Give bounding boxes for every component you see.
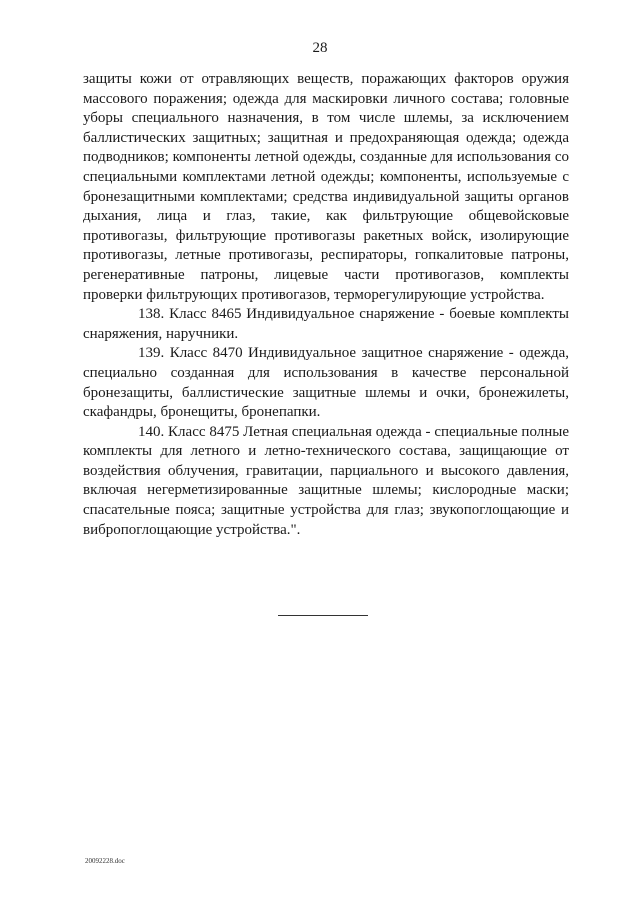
paragraph-item-138: 138. Класс 8465 Индивидуальное снаряжение - боевые комплекты снаряжения, наручники. xyxy=(83,306,569,342)
document-body xyxy=(83,70,569,540)
footer-filename: 20092228.doc xyxy=(85,857,125,865)
paragraph-continuation: защиты кожи от отравляющих веществ, поражающих факторов оружия массового поражения; одежда для маскировки личного состава; головные уборы специального назначения, в том числе шлемы, за исключением баллистических защитных; защитная и предохраняющая одежда; одежда подводников; компоненты летной одежды, созданные для использования со специальными комплектами летной одежды; компоненты, используемые с бронезащитными комплектами; средства индивидуальной защиты органов дыхания, лица и глаз, такие, как фильтрующие общевойсковые противогазы, фильтрующие противогазы ракетных войск, изолирующие противогазы, летные противогазы, респираторы, гопкалитовые патроны, регенеративные патроны, лицевые части противогазов, комплекты проверки фильтрующих противогазов, терморегулирующие устройства. xyxy=(83,71,569,303)
paragraph-item-139: 139. Класс 8470 Индивидуальное защитное снаряжение - одежда, специально созданная для использования в качестве персональной бронезащиты, баллистические защитные шлемы и очки, бронежилеты, скафандры, бронещиты, бронепапки. xyxy=(83,345,569,421)
paragraph-item-140: 140. Класс 8475 Летная специальная одежда - специальные полные комплекты для летного и летно-технического состава, защищающие от воздействия облучения, гравитации, парциального и высокого давления, включая негерметизированные защитные шлемы; кислородные маски; спасательные пояса; защитные устройства для глаз; звукопоглощающие и вибропоглощающие устройства.". xyxy=(83,423,569,538)
end-separator-line xyxy=(278,615,368,616)
page-number: 28 xyxy=(312,40,328,56)
